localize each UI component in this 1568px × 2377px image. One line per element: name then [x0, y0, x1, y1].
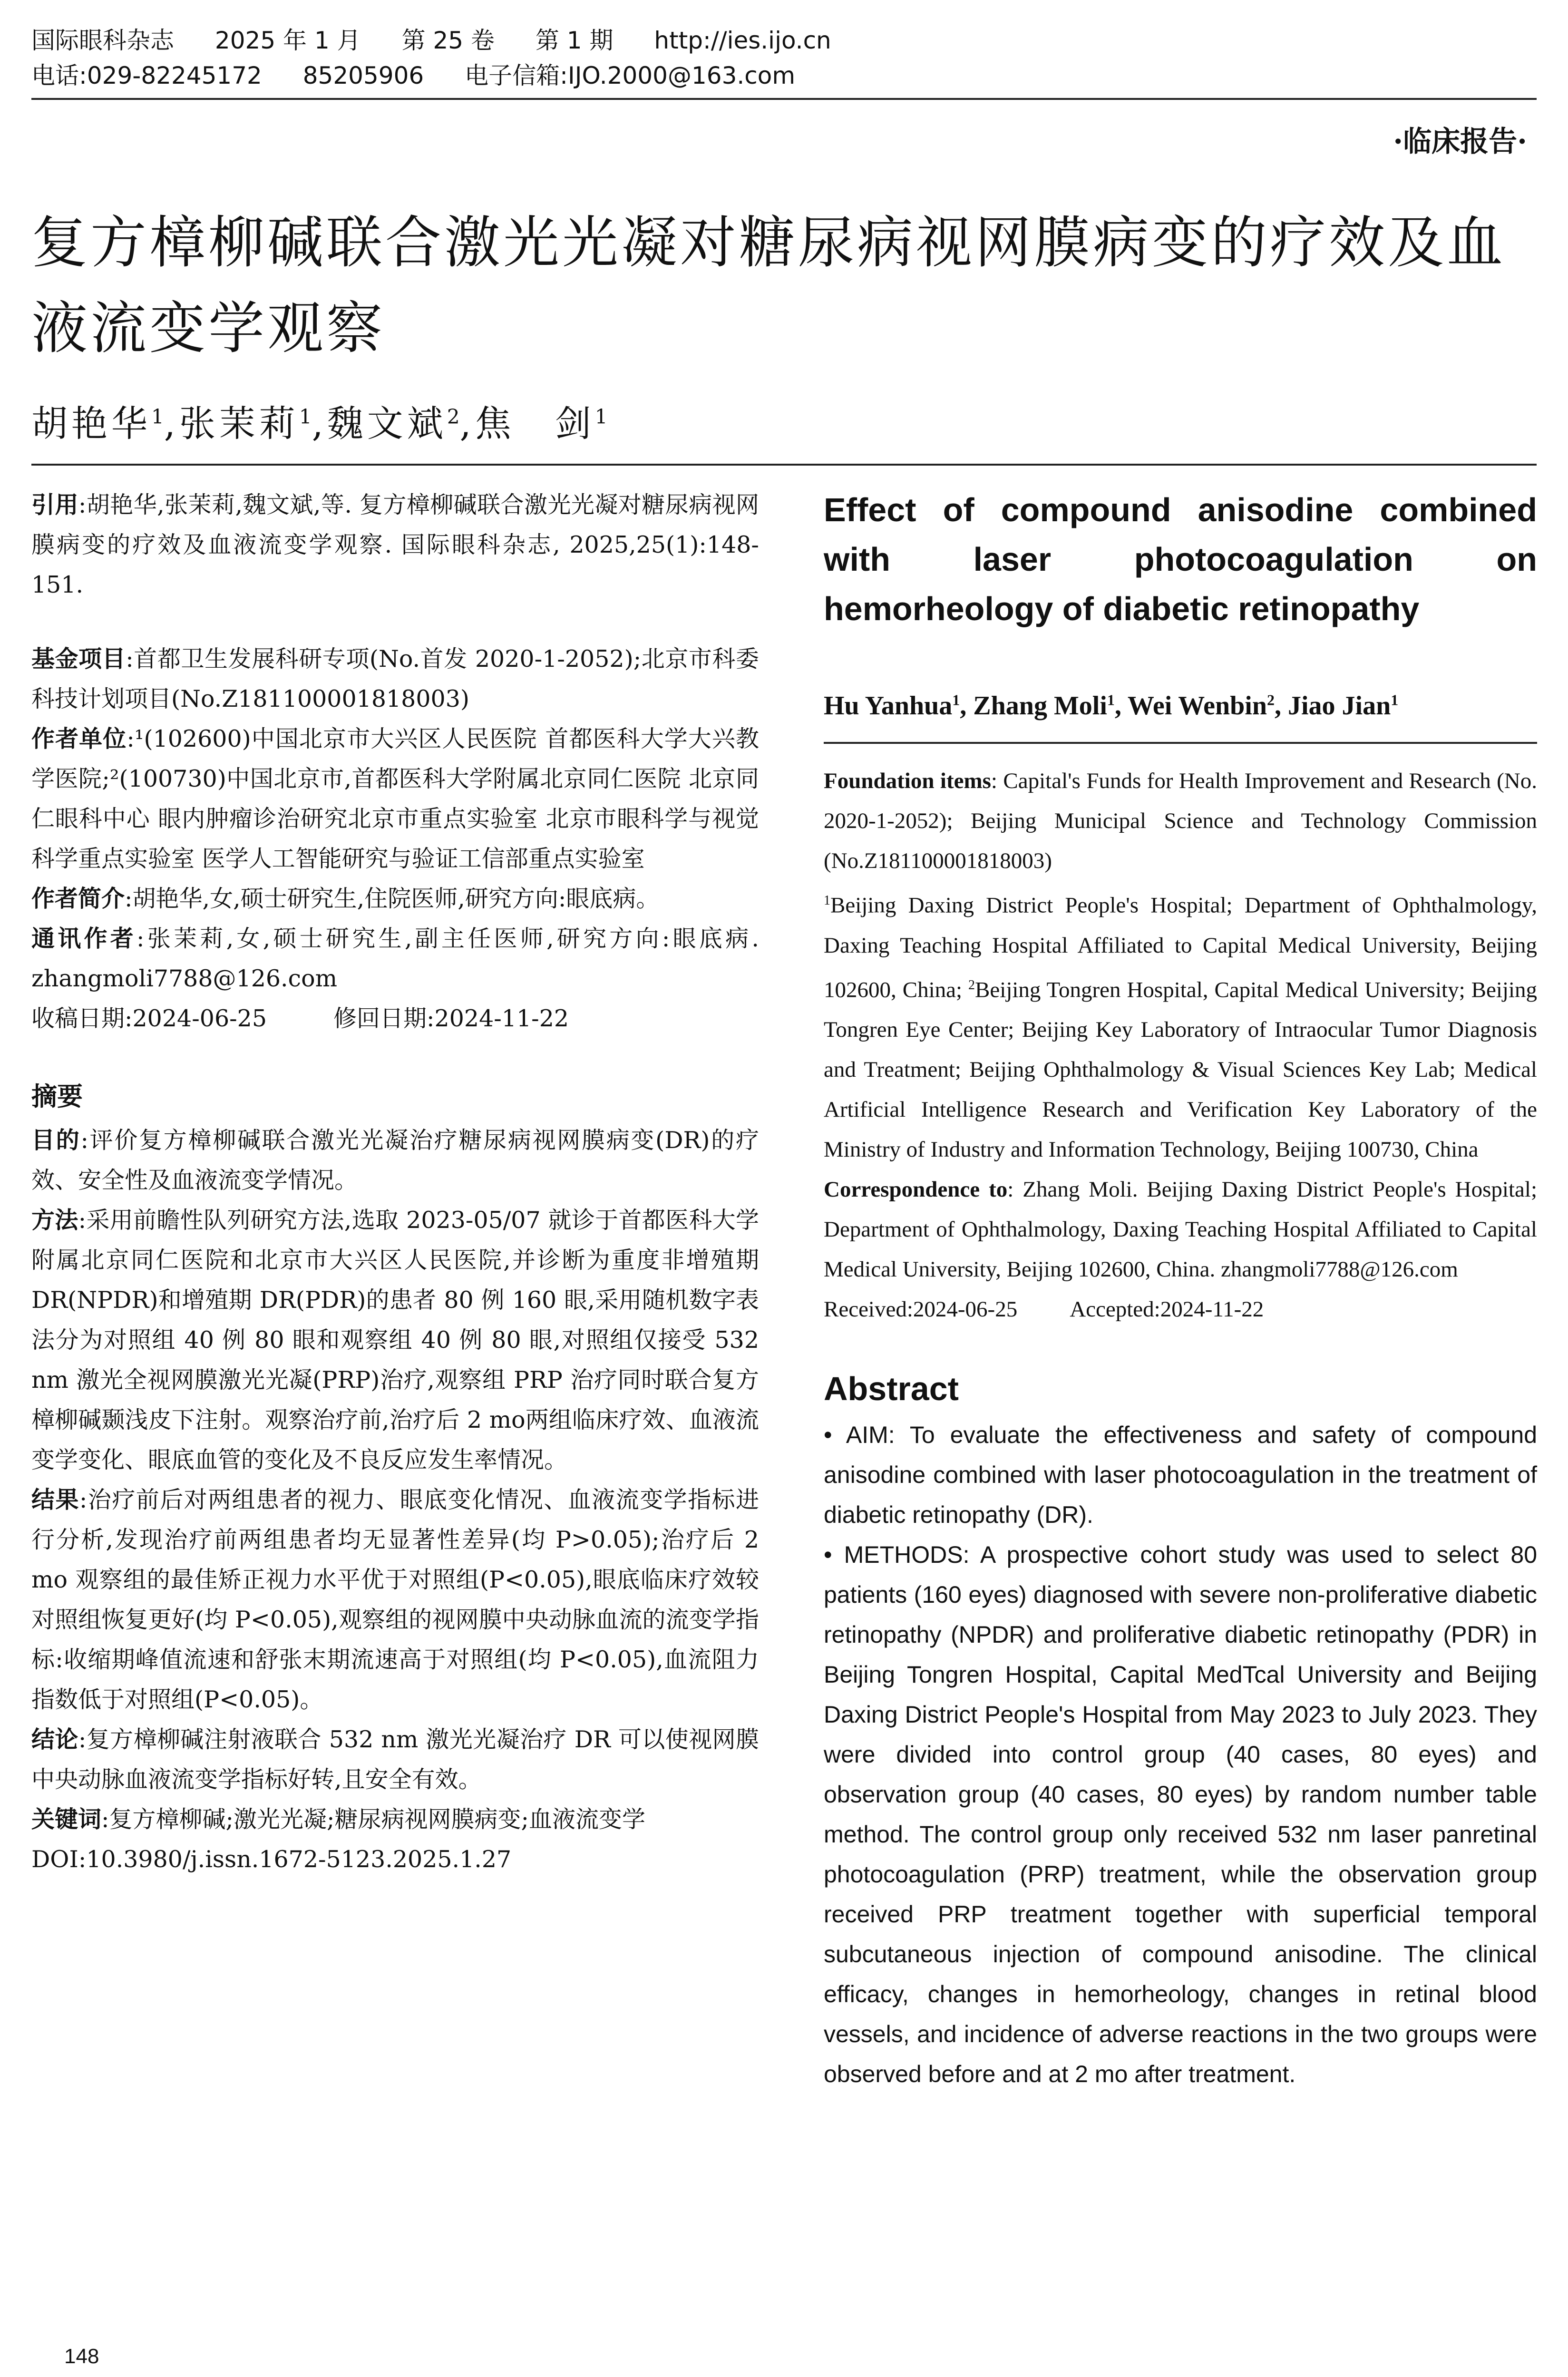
author-aff-en: 2 [1267, 691, 1275, 709]
authors-divider [31, 464, 1537, 466]
keywords-label: 关键词 [31, 1806, 102, 1833]
correspondence-label: Correspondence to [824, 1177, 1008, 1202]
aff2-mark: 2 [968, 977, 975, 993]
paper-title-en: Effect of compound anisodine combined with laser photocoagulation on hemorheology of diabetic retinopathy [824, 491, 1537, 627]
fund-text: :首都卫生发展科研专项(No.首发 2020-1-2052);北京市科委科技计划项目(No.Z181100001818003) [31, 645, 759, 712]
aff2-text: Beijing Tongren Hospital, Capital Medical University; Beijing Tongren Eye Center; Beijing Key Laboratory of Intraocular Tumor Diagnosis and Treatment; Beijing Ophthalmology & Visual Sciences Key Lab; Medical Artificial Intelligence Research and Verification Key Laboratory of the Ministry of Industry and Information Technology, Beijing 100730, China [824, 977, 1538, 1162]
issue-date: 2025 年 1 月 [214, 27, 361, 54]
abstract-title-cn: 摘要 [31, 1081, 83, 1111]
page-number: 148 [64, 2345, 99, 2368]
issue: 第 1 期 [535, 27, 614, 54]
foundation-text: : Capital's Funds for Health Improvement and Research (No. 2020-1-2052); Beijing Municipal Science and Technology Commission (No.Z181100001818003) [824, 769, 1537, 873]
unit-label: 作者单位 [31, 725, 127, 752]
results-text: :治疗前后对两组患者的视力、眼底变化情况、血液流变学指标进行分析,发现治疗前两组患者均无显著性差异(均 P>0.05);治疗后 2 mo 观察组的最佳矫正视力水平优于对照组(P<0.05),眼底临床疗效较对照组恢复更好(均 P<0.05),观察组的视网膜中央动脉血流的流变学指标:收缩期峰值流速和舒张末期流速高于对照组(均 P<0.05),血流阻力指数低于对照组(P<0.05)。 [31, 1486, 759, 1713]
author-aff: 2 [447, 405, 460, 429]
fund [31, 639, 759, 719]
keywords-cn [31, 1800, 759, 1840]
section-label: ·临床报告· [1393, 125, 1527, 158]
author-name-en: Wei Wenbin [1127, 691, 1267, 721]
author-name-en: Zhang Moli [973, 691, 1107, 721]
correspondence-text: : Zhang Moli. Beijing Daxing District People's Hospital; Department of Ophthalmology, Daxing Teaching Hospital Affiliated to Capital Medical University, Beijing 102600, China. zhangmoli7788@126.com [824, 1177, 1537, 1282]
corr-text: :张茉莉,女,硕士研究生,副主任医师,研究方向:眼底病. zhangmoli7788@126.com [31, 925, 759, 992]
email[interactable]: 电子信箱:IJO.2000@163.com [465, 62, 796, 89]
foundation-en [824, 761, 1537, 881]
methods-label: 方法 [31, 1207, 78, 1234]
author-name: 胡艳华 [31, 402, 151, 445]
accepted-date-en: Accepted:2024-11-22 [1070, 1297, 1264, 1322]
abstract-title-en: Abstract [824, 1370, 959, 1408]
aim-en: • AIM: To evaluate the effectiveness and safety of compound anisodine combined with laser photocoagulation in the treatment of diabetic retinopathy (DR). [824, 1422, 1537, 1529]
paper-title-cn: 复方樟柳碱联合激光光凝对糖尿病视网膜病变的疗效及血液流变学观察 [31, 210, 1506, 361]
citation-label: 引用 [31, 491, 78, 518]
header-divider [31, 98, 1537, 100]
author-aff-en: 1 [1391, 691, 1399, 709]
header-line-2 [31, 58, 1537, 93]
author-aff-en: 1 [952, 691, 960, 709]
corresponding-author [31, 919, 759, 999]
methods-en: • METHODS: A prospective cohort study was used to select 80 patients (160 eyes) diagnosed with severe non-proliferative diabetic retinopathy (NPDR) and proliferative diabetic retinopathy (PDR) in Beijing Tongren Hospital, Capital MedTcal University and Beijing Daxing District People's Hospital from May 2023 to July 2023. They were divided into control group (40 cases, 80 eyes) and observation group (40 cases, 80 eyes) by random number table method. The control group only received 532 nm laser panretinal photocoagulation (PRP) treatment, while the observation group received PRP treatment together with superficial temporal subcutaneous injection of compound anisodine. The clinical efficacy, changes in hemorheology, changes in retinal blood vessels, and incidence of adverse reactions in the two groups were observed before and at 2 mo after treatment. [824, 1541, 1537, 2088]
bio-text: :胡艳华,女,硕士研究生,住院医师,研究方向:眼底病。 [125, 885, 660, 912]
aff1-text: Beijing Daxing District People's Hospital; Department of Ophthalmology, Daxing Teaching Hospital Affiliated to Capital Medical University, Beijing 102600, China; [824, 893, 1537, 1003]
dates-cn [31, 999, 759, 1039]
citation-text: :胡艳华,张茉莉,魏文斌,等. 复方樟柳碱联合激光光凝对糖尿病视网膜病变的疗效及血液流变学观察. 国际眼科杂志, 2025,25(1):148-151. [31, 491, 759, 598]
conclusion-label: 结论 [31, 1726, 78, 1753]
journal-name: 国际眼科杂志 [31, 27, 174, 54]
results-cn [31, 1480, 759, 1720]
revised-date: 修回日期:2024-11-22 [333, 1005, 569, 1032]
received-date-en: Received:2024-06-25 [824, 1297, 1018, 1322]
authors-en-divider [824, 742, 1537, 744]
phone-2: 85205906 [302, 62, 424, 89]
left-column [31, 485, 759, 1880]
author-aff-en: 1 [1107, 691, 1115, 709]
right-column [824, 485, 1537, 2094]
aim-cn [31, 1120, 759, 1200]
methods-cn [31, 1200, 759, 1480]
results-label: 结果 [31, 1486, 79, 1513]
correspondence-en [824, 1169, 1537, 1289]
affiliations-en [824, 881, 1537, 1169]
conclusion-text: :复方樟柳碱注射液联合 532 nm 激光光凝治疗 DR 可以使视网膜中央动脉血液流变学指标好转,且安全有效。 [31, 1726, 759, 1793]
doi[interactable]: DOI:10.3980/j.issn.1672-5123.2025.1.27 [31, 1846, 512, 1873]
bio-label: 作者简介 [31, 885, 125, 912]
website[interactable]: http://ies.ijo.cn [654, 27, 831, 54]
authors-en: Hu Yanhua$^1$, Zhang Moli$^1$, Wei Wenbin$^2$, Jiao Jian$^1$ [824, 691, 1399, 721]
author-name-en: Hu Yanhua [824, 691, 953, 721]
methods-text: :采用前瞻性队列研究方法,选取 2023-05/07 就诊于首都医科大学附属北京同仁医院和北京市大兴区人民医院,并诊断为重度非增殖期 DR(NPDR)和增殖期 DR(PDR)的患者 80 例 160 眼,采用随机数字表法分为对照组 40 例 80 眼和观察组 40 例 80 眼,对照组仅接受 532 nm 激光全视网膜激光光凝(PRP)治疗,观察组 PRP 治疗同时联合复方樟柳碱颞浅皮下注射。观察治疗前,治疗后 2 mo两组临床疗效、血液流变学变化、眼底血管的变化及不良反应发生率情况。 [31, 1207, 759, 1473]
authors-cn: 胡艳华$^1$,张茉莉$^1$,魏文斌$^2$,焦 剑$^1$ [31, 402, 608, 445]
author-unit [31, 719, 759, 879]
conclusion-cn [31, 1720, 759, 1800]
journal-header [31, 23, 1537, 93]
unit-text: :¹(102600)中国北京市大兴区人民医院 首都医科大学大兴教学医院;²(100730)中国北京市,首都医科大学附属北京同仁医院 北京同仁眼科中心 眼内肿瘤诊治研究北京市重点实验室 北京市眼科学与视觉科学重点实验室 医学人工智能研究与验证工信部重点实验室 [31, 725, 759, 872]
author-aff: 1 [299, 405, 312, 429]
dates-en [824, 1289, 1537, 1329]
keywords-text: :复方樟柳碱;激光光凝;糖尿病视网膜病变;血液流变学 [101, 1806, 646, 1833]
aim-label: 目的 [31, 1127, 81, 1154]
phone: 电话:029-82245172 [31, 62, 262, 89]
author-name: 魏文斌 [327, 402, 447, 445]
author-name-en: Jiao Jian [1288, 691, 1391, 721]
author-name: 焦 剑 [475, 402, 595, 445]
received-date: 收稿日期:2024-06-25 [31, 1005, 267, 1032]
author-aff: 1 [151, 405, 164, 429]
corr-label: 通讯作者 [31, 925, 137, 952]
citation [31, 485, 759, 605]
volume: 第 25 卷 [401, 27, 495, 54]
author-name: 张茉莉 [179, 402, 299, 445]
aff1-mark: 1 [824, 893, 830, 908]
author-bio [31, 879, 759, 919]
fund-label: 基金项目 [31, 645, 126, 672]
aim-text: :评价复方樟柳碱联合激光光凝治疗糖尿病视网膜病变(DR)的疗效、安全性及血液流变学情况。 [31, 1127, 759, 1194]
author-aff: 1 [594, 405, 608, 429]
foundation-label: Foundation items [824, 769, 991, 793]
header-line-1 [31, 23, 1537, 58]
